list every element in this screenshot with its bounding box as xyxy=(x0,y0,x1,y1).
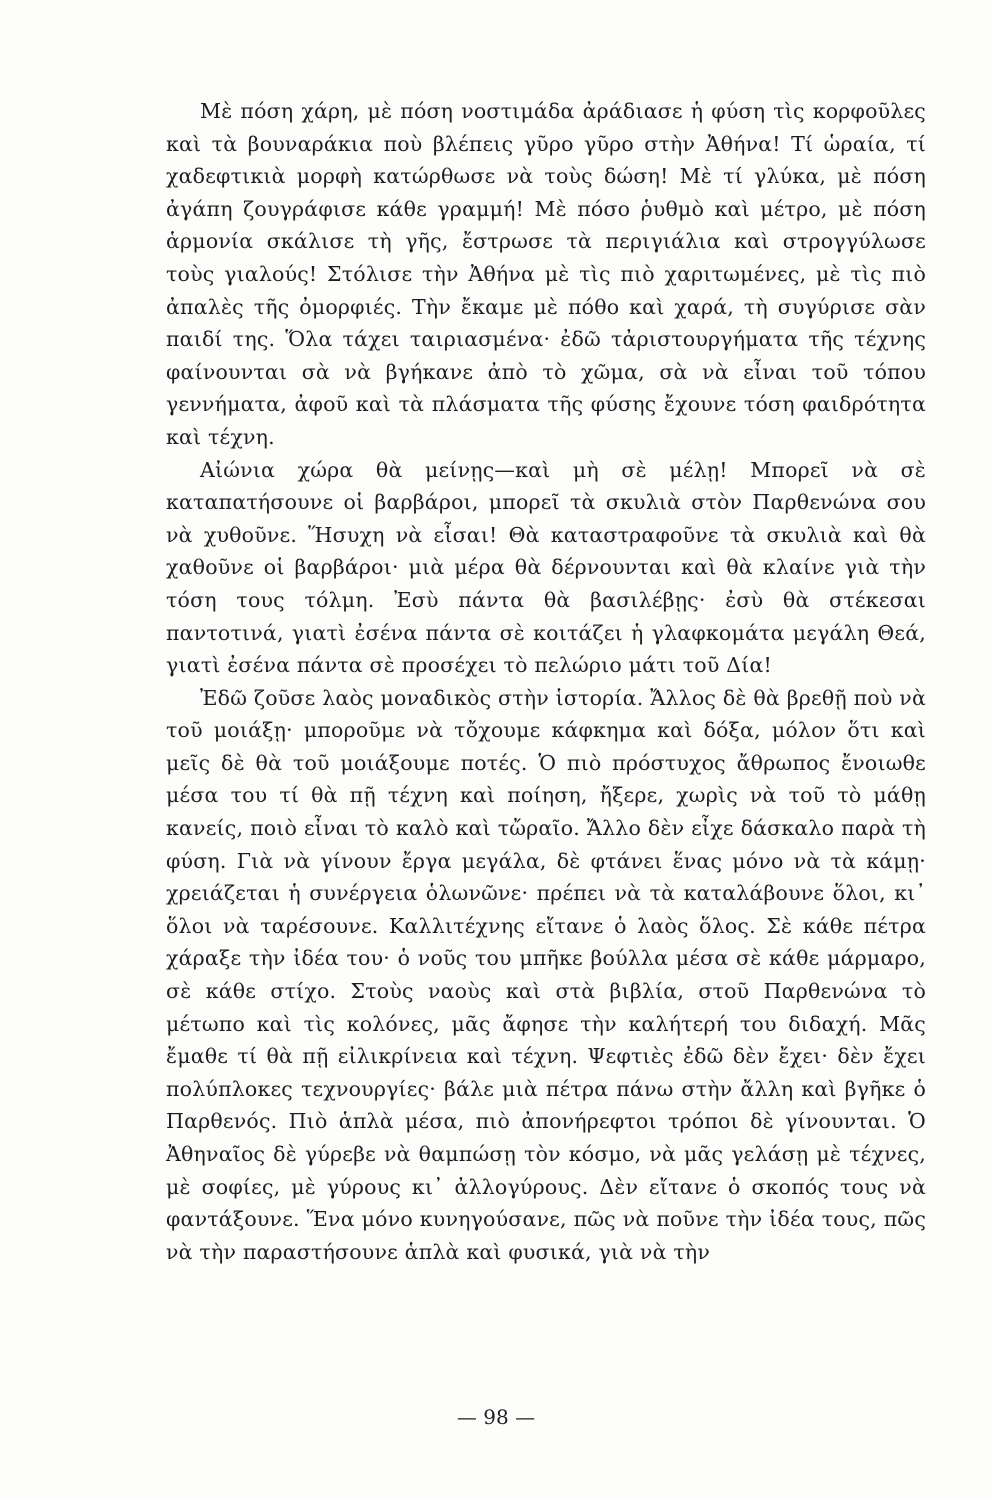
body-text xyxy=(166,95,926,1268)
paragraph: Αἰώνια χώρα θὰ μείνῃς—καὶ μὴ σὲ μέλῃ! Μπορεῖ νὰ σὲ καταπατήσουνε οἱ βαρβάροι, μπορεῖ τὰ σκυλιὰ στὸν Παρθενώνα σου νὰ χυθοῦνε. Ἥσυχη νὰ εἶσαι! Θὰ καταστραφοῦνε τὰ σκυλιὰ καὶ θὰ χαθοῦνε οἱ βαρβάροι· μιὰ μέρα θὰ δέρνουνται καὶ θὰ κλαίνε γιὰ τὴν τόση τους τόλμη. Ἐσὺ πάντα θὰ βασιλέβῃς· ἐσὺ θὰ στέκεσαι παντοτινά, γιατὶ ἐσένα πάντα σὲ κοιτάζει ἡ γλαφκομάτα μεγάλη Θεά, γιατὶ ἐσένα πάντα σὲ προσέχει τὸ πελώριο μάτι τοῦ Δία! xyxy=(166,457,926,678)
paragraph: Ἐδῶ ζοῦσε λαὸς μοναδικὸς στὴν ἱστορία. Ἄλλος δὲ θὰ βρεθῇ ποὺ νὰ τοῦ μοιάξῃ· μποροῦμε νὰ τὄχουμε κάφκημα καὶ δόξα, μόλον ὅτι καὶ μεῖς δὲ θὰ τοῦ μοιάξουμε ποτές. Ὁ πιὸ πρόστυχος ἄθρωπος ἔνοιωθε μέσα του τί θὰ πῇ τέχνη καὶ ποίηση, ἤξερε, χωρὶς νὰ τοῦ τὸ μάθῃ κανείς, ποιὸ εἶναι τὸ καλὸ καὶ τὤραῖο. Ἄλλο δὲν εἶχε δάσκαλο παρὰ τὴ φύση. Γιὰ νὰ γίνουν ἔργα μεγάλα, δὲ φτάνει ἕνας μόνο νὰ τὰ κάμῃ· χρειάζεται ἡ συνέργεια ὁλωνῶνε· πρέπει νὰ τὰ καταλάβουνε ὅλοι, κι᾿ ὅλοι νὰ ταρέσουνε. Καλλιτέχνης εἴτανε ὁ λαὸς ὅλος. Σὲ κάθε πέτρα χάραξε τὴν ἰδέα του· ὁ νοῦς του μπῆκε βούλλα μέσα σὲ κάθε μάρμαρο, σὲ κάθε στίχο. Στοὺς ναοὺς καὶ στὰ βιβλία, στοῦ Παρθενώνα τὸ μέτωπο καὶ τὶς κολόνες, μᾶς ἄφησε τὴν καλήτερή του διδαχή. Μᾶς ἔμαθε τί θὰ πῇ εἰλικρίνεια καὶ τέχνη. Ψεφτιὲς ἐδῶ δὲν ἔχει· δὲν ἔχει πολύπλοκες τεχνουργίες· βάλε μιὰ πέτρα πάνω στὴν ἄλλη καὶ βγῆκε ὁ Παρθενός. Πιὸ ἁπλὰ μέσα, πιὸ ἀπονήρεφτοι τρόποι δὲ γίνουνται. Ὁ Ἀθηναῖος δὲ γύρεβε νὰ θαμπώσῃ τὸν κόσμο, νὰ μᾶς γελάσῃ μὲ τέχνες, μὲ σοφίες, μὲ γύρους κι᾿ ἀλλογύρους. Δὲν εἴτανε ὁ σκοπός τους νὰ φαντάξουνε. Ἕνα μόνο κυνηγούσανε, πῶς νὰ ποῦνε τὴν ἰδέα τους, πῶς νὰ τὴν παραστήσουνε ἁπλὰ καὶ φυσικά, γιὰ νὰ τὴν xyxy=(166,685,926,1264)
paragraph: Μὲ πόση χάρη, μὲ πόση νοστιμάδα ἀράδιασε ἡ φύση τὶς κορφοῦλες καὶ τὰ βουναράκια ποὺ βλέπεις γῦρο γῦρο στὴν Ἀθήνα! Τί ὡραία, τί χαδεφτικιὰ μορφὴ κατώρθωσε νὰ τοὺς δώση! Μὲ τί γλύκα, μὲ πόση ἀγάπη ζουγράφισε κάθε γραμμή! Μὲ πόσο ῥυθμὸ καὶ μέτρο, μὲ πόση ἁρμονία σκάλισε τὴ γῆς, ἔστρωσε τὰ περιγιάλια καὶ στρογγύλωσε τοὺς γιαλούς! Στόλισε τὴν Ἀθήνα μὲ τὶς πιὸ χαριτωμένες, μὲ τὶς πιὸ ἀπαλὲς τῆς ὀμορφιές. Τὴν ἔκαμε μὲ πόθο καὶ χαρά, τὴ συγύρισε σὰν παιδί της. Ὅλα τάχει ταιριασμένα· ἐδῶ τἀριστουργήματα τῆς τέχνης φαίνουνται σὰ νὰ βγήκανε ἀπὸ τὸ χῶμα, σὰ νὰ εἶναι τοῦ τόπου γεννήματα, ἀφοῦ καὶ τὰ πλάσματα τῆς φύσης ἔχουνε τόση φαιδρότητα καὶ τέχνη. xyxy=(166,99,926,449)
page-number: — 98 — xyxy=(456,1405,536,1429)
